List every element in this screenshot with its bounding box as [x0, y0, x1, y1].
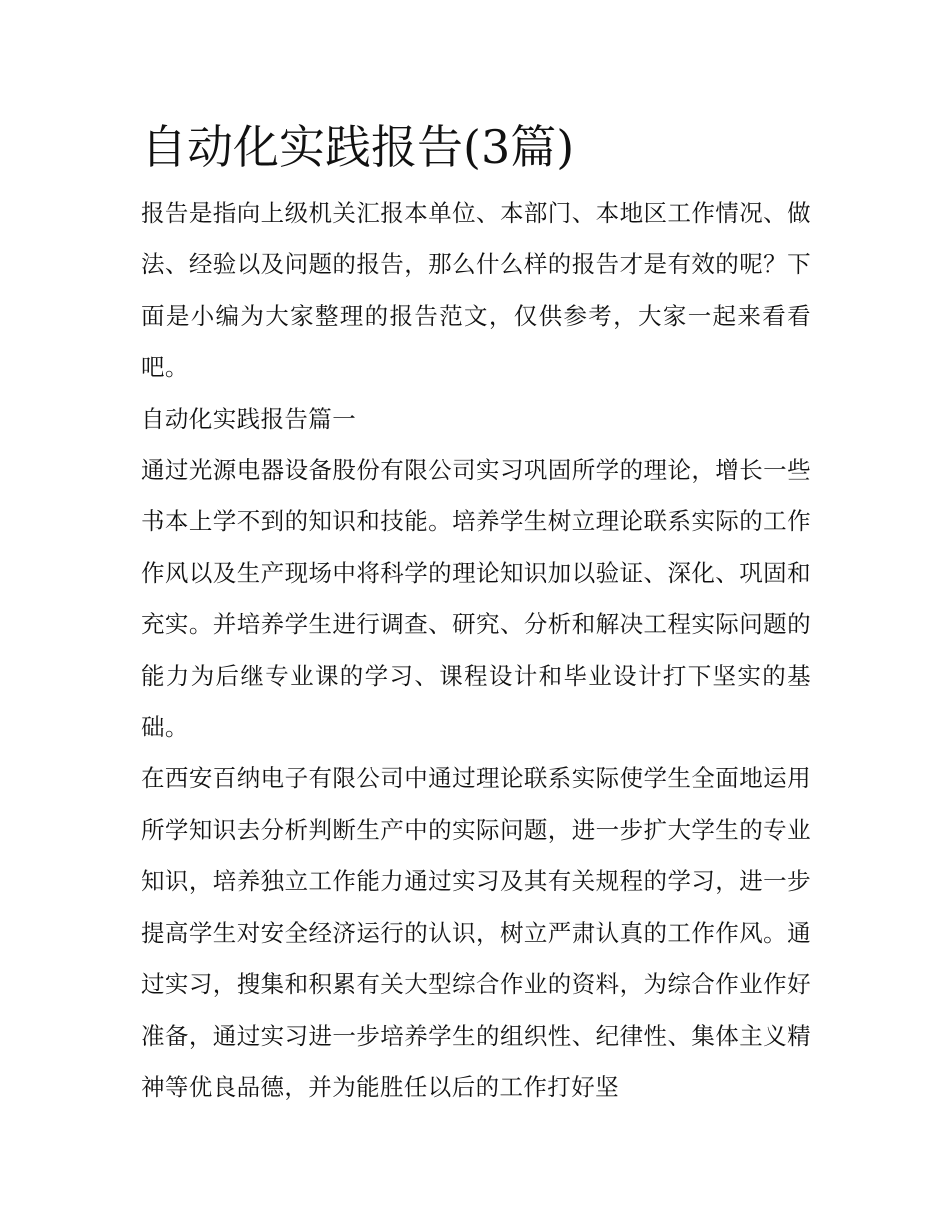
document-page	[141, 112, 811, 1113]
body-paragraph: 通过光源电器设备股份有限公司实习巩固所学的理论，增长一些书本上学不到的知识和技能。培养学生树立理论联系实际的工作作风以及生产现场中将科学的理论知识加以验证、深化、巩固和充实。并培养学生进行调查、研究、分析和解决工程实际问题的能力为后继专业课的学习、课程设计和毕业设计打下坚实的基础。	[141, 456, 811, 742]
body-paragraph: 在西安百纳电子有限公司中通过理论联系实际使学生全面地运用所学知识去分析判断生产中的实际问题，进一步扩大学生的专业知识，培养独立工作能力通过实习及其有关规程的学习，进一步提高学生对安全经济运行的认识，树立严肃认真的工作作风。通过实习，搜集和积累有关大型综合作业的资料，为综合作业作好准备，通过实习进一步培养学生的组织性、纪律性、集体主义精神等优良品德，并为能胜任以后的工作打好坚	[141, 764, 811, 1101]
intro-paragraph: 报告是指向上级机关汇报本单位、本部门、本地区工作情况、做法、经验以及问题的报告，那么什么样的报告才是有效的呢？下面是小编为大家整理的报告范文，仅供参考，大家一起来看看吧。	[141, 199, 811, 382]
document-title: 自动化实践报告(3篇)	[141, 120, 575, 174]
section-heading: 自动化实践报告篇一	[141, 404, 357, 433]
